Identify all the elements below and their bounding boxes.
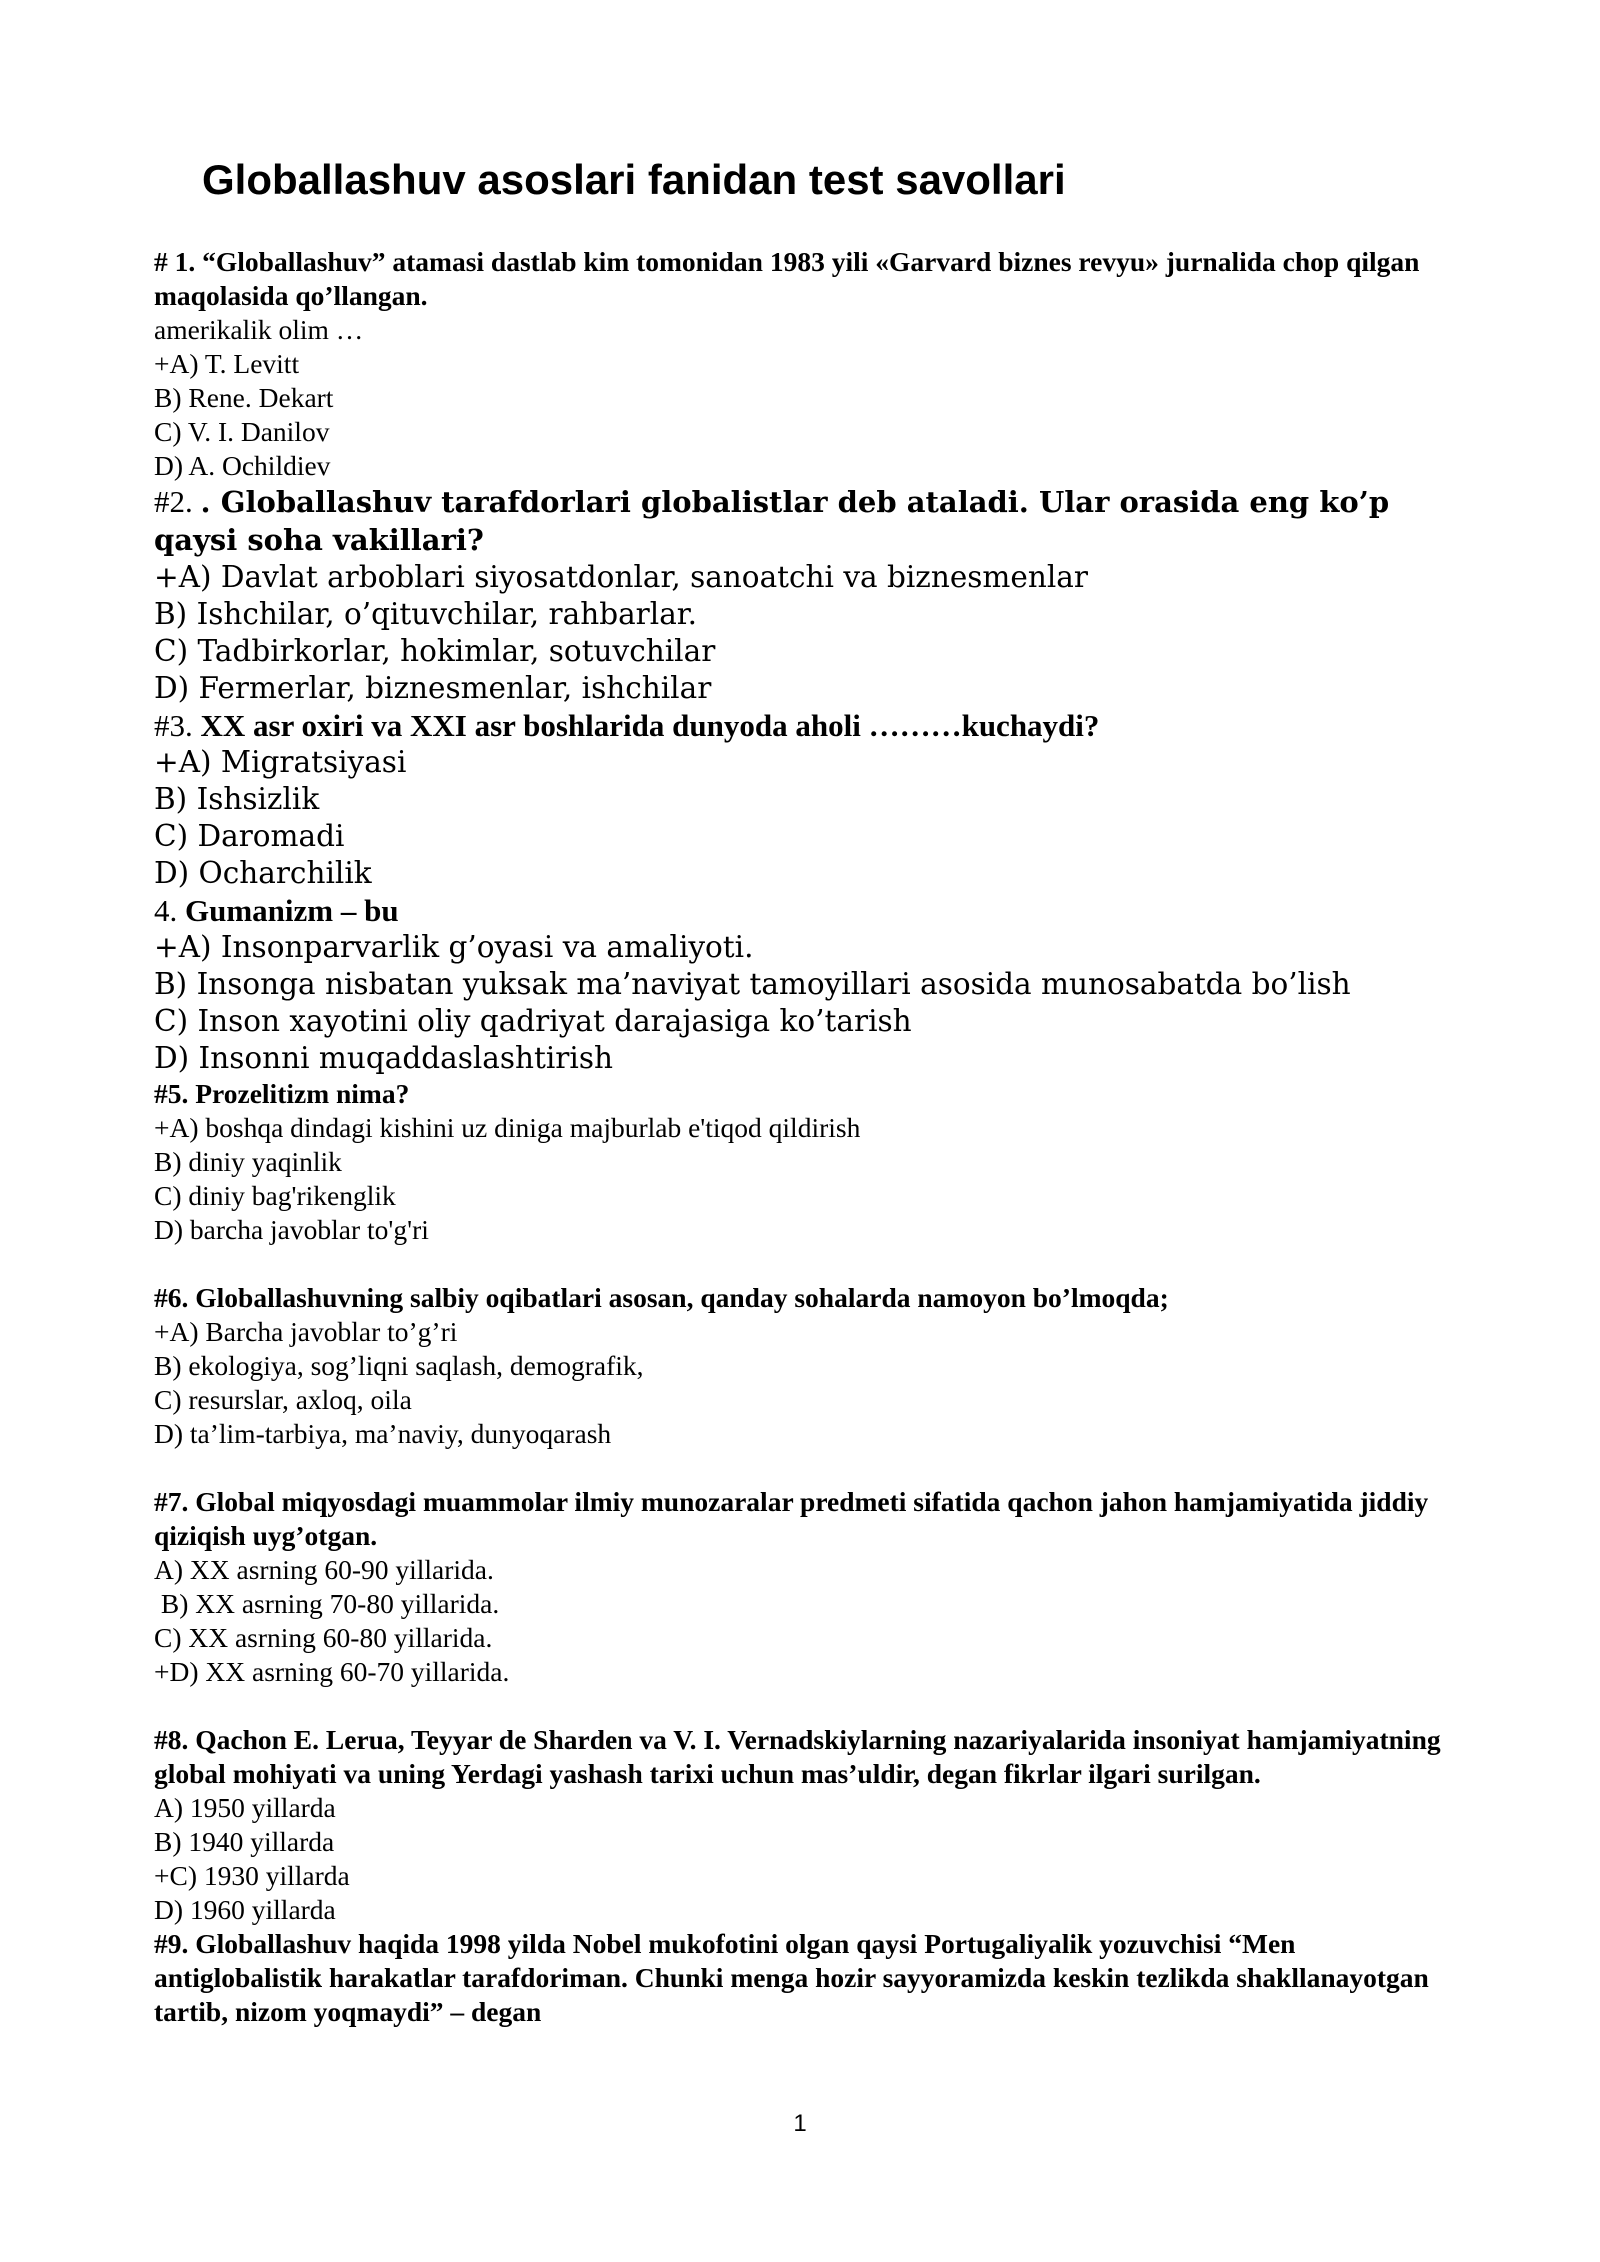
question-8 — [154, 1723, 1454, 1927]
question-4 — [154, 892, 1454, 1077]
answer-option: D) Ocharchilik — [154, 856, 372, 890]
answer-option: +C) 1930 yillarda — [154, 1860, 350, 1891]
document-body — [154, 245, 1454, 2029]
answer-option: B) Rene. Dekart — [154, 382, 334, 413]
spacer — [154, 1451, 1454, 1485]
answer-option: B) Insonga nisbatan yuksak ma’naviyat tamoyillari asosida munosabatda bo’lish — [154, 967, 1351, 1001]
question-body: Gumanizm – bu — [185, 893, 399, 928]
question-number: 4. — [154, 893, 178, 928]
question-text: #8. Qachon E. Lerua, Teyyar de Sharden va V. I. Vernadskiylarning nazariyalarida insoniyat hamjamiyatning global mohiyati va uning Yerdagi yashash tarixi uchun mas’uldir, degan fikrlar ilgari surilgan. — [154, 1724, 1441, 1789]
question-body: XX asr oxiri va XXI asr boshlarida dunyoda aholi ………kuchaydi? — [200, 708, 1100, 743]
question-5 — [154, 1077, 1454, 1247]
answer-option: C) resurslar, axloq, oila — [154, 1384, 412, 1415]
answer-option: +A) Davlat arboblari siyosatdonlar, sanoatchi va biznesmenlar — [154, 560, 1088, 594]
question-text: #7. Global miqyosdagi muammolar ilmiy munozaralar predmeti sifatida qachon jahon hamjamiyatida jiddiy qiziqish uyg’otgan. — [154, 1486, 1429, 1551]
answer-option: B) ekologiya, sog’liqni saqlash, demografik, — [154, 1350, 644, 1381]
answer-option: B) 1940 yillarda — [154, 1826, 335, 1857]
answer-option: C) Daromadi — [154, 819, 345, 853]
question-1 — [154, 245, 1454, 483]
question-3 — [154, 707, 1454, 892]
answer-option: A) 1950 yillarda — [154, 1792, 336, 1823]
question-subtext: amerikalik olim … — [154, 314, 364, 345]
answer-option: +A) boshqa dindagi kishini uz diniga majburlab e'tiqod qildirish — [154, 1112, 861, 1143]
question-number: #3. — [154, 708, 193, 743]
question-text — [154, 707, 1454, 744]
question-text — [154, 483, 1454, 559]
question-text — [154, 245, 1454, 313]
question-body: “Globallashuv” atamasi dastlab kim tomonidan 1983 yili «Garvard biznes revyu» jurnalida chop qilgan maqolasida qo’llangan. — [154, 246, 1420, 311]
answer-option: B) Ishsizlik — [154, 782, 320, 816]
answer-option: +A) Migratsiyasi — [154, 745, 407, 779]
answer-option: C) XX asrning 60-80 yillarida. — [154, 1622, 493, 1653]
question-text: #6. Globallashuvning salbiy oqibatlari asosan, qanday sohalarda namoyon bo’lmoqda; — [154, 1282, 1169, 1313]
question-text — [154, 892, 1454, 929]
answer-option: D) Fermerlar, biznesmenlar, ishchilar — [154, 671, 712, 705]
answer-option: D) ta’lim-tarbiya, ma’naviy, dunyoqarash — [154, 1418, 612, 1449]
answer-option: B) XX asrning 70-80 yillarida. — [154, 1588, 500, 1619]
answer-option: A) XX asrning 60-90 yillarida. — [154, 1554, 494, 1585]
question-number: #2. — [154, 484, 193, 519]
page-number: 1 — [793, 2110, 807, 2137]
question-text: #9. Globallashuv haqida 1998 yilda Nobel mukofotini olgan qaysi Portugaliyalik yozuvchisi “Men antiglobalistik harakatlar tarafdoriman. Chunki menga hozir sayyoramizda keskin tezlikda shakllanayotgan tartib, nizom yoqmaydi” – degan — [154, 1928, 1429, 2027]
answer-option: D) A. Ochildiev — [154, 450, 331, 481]
answer-option: D) barcha javoblar to'g'ri — [154, 1214, 429, 1245]
question-9 — [154, 1927, 1454, 2029]
answer-option: C) Tadbirkorlar, hokimlar, sotuvchilar — [154, 634, 716, 668]
answer-option: C) V. I. Danilov — [154, 416, 330, 447]
spacer — [154, 1689, 1454, 1723]
question-6 — [154, 1281, 1454, 1451]
answer-option: +A) T. Levitt — [154, 348, 300, 379]
answer-option: +A) Barcha javoblar to’g’ri — [154, 1316, 458, 1347]
answer-option: D) Insonni muqaddaslashtirish — [154, 1041, 613, 1075]
spacer — [154, 1247, 1454, 1281]
answer-option: B) diniy yaqinlik — [154, 1146, 342, 1177]
answer-option: D) 1960 yillarda — [154, 1894, 336, 1925]
answer-option: C) Inson xayotini oliy qadriyat darajasiga ko’tarish — [154, 1004, 912, 1038]
answer-option: C) diniy bag'rikenglik — [154, 1180, 396, 1211]
document-title: Globallashuv asoslari fanidan test savollari — [202, 156, 1066, 203]
answer-option: +D) XX asrning 60-70 yillarida. — [154, 1656, 510, 1687]
answer-option: +A) Insonparvarlik g’oyasi va amaliyoti. — [154, 930, 754, 964]
question-7 — [154, 1485, 1454, 1689]
question-2 — [154, 483, 1454, 707]
question-text: #5. Prozelitizm nima? — [154, 1078, 410, 1109]
question-body: . Globallashuv tarafdorlari globalistlar deb ataladi. Ular orasida eng ko’p qaysi soha vakillari? — [154, 485, 1390, 557]
question-number: # 1. — [154, 246, 196, 277]
answer-option: B) Ishchilar, o’qituvchilar, rahbarlar. — [154, 597, 698, 631]
